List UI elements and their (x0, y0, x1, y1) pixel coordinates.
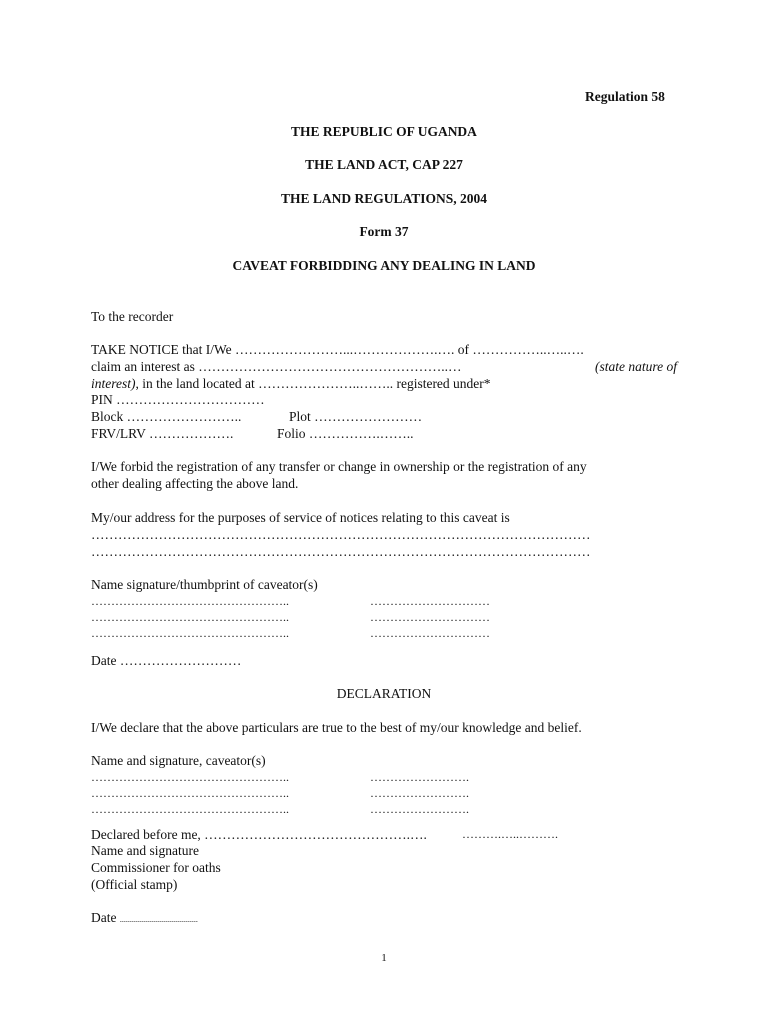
interest-note: interest) (91, 376, 136, 391)
caveator-signature-label: Name and signature, caveator(s) (91, 753, 266, 768)
date-field: Date ……………………… (91, 653, 242, 668)
folio-field: Folio …………….…….. (277, 426, 414, 441)
land-location-line (91, 375, 491, 392)
page-number: 1 (381, 952, 387, 964)
pin-field: PIN …………………………… (91, 392, 265, 407)
signature-line-right: ………………………… (370, 594, 490, 608)
form-title: CAVEAT FORBIDDING ANY DEALING IN LAND (232, 258, 536, 273)
forbid-statement-line-1: I/We forbid the registration of any transfer or change in ownership or the registration of any (91, 459, 587, 474)
republic-heading: THE REPUBLIC OF UGANDA (291, 124, 477, 139)
caveator-line-left: ………………………………………….. (91, 786, 289, 800)
block-field: Block …………………….. (91, 409, 242, 424)
declaration-heading: DECLARATION (336, 686, 432, 701)
frv-lrv-field: FRV/LRV ………………. (91, 426, 234, 441)
signature-line-right: ………………………… (370, 610, 490, 624)
plot-field: Plot …………………… (289, 409, 423, 424)
take-notice-line: TAKE NOTICE that I/We ……………………...……………….…. of ……………..…..…. (91, 342, 584, 357)
declared-before-right-line: ……….…..………. (462, 827, 558, 841)
declaration-text: I/We declare that the above particulars are true to the best of my/our knowledge and belief. (91, 720, 582, 735)
claim-interest-line (91, 358, 677, 375)
signature-line-left: ………………………………………….. (91, 594, 289, 608)
regulation-number: Regulation 58 (585, 89, 665, 104)
declaration-date-field (91, 909, 198, 928)
signature-line-left: ………………………………………….. (91, 626, 289, 640)
caveator-line-right: ……………………. (370, 770, 469, 784)
caveator-line-left: ………………………………………….. (91, 802, 289, 816)
claim-text: claim an interest as ………………………………………………..… (91, 359, 462, 374)
declaration-date-dots: ....................................... (119, 915, 198, 924)
address-line-2: ………………………………………………………………………………………………… (91, 544, 591, 559)
addressee: To the recorder (91, 309, 174, 324)
signature-label: Name signature/thumbprint of caveator(s) (91, 577, 318, 592)
address-label: My/our address for the purposes of service of notices relating to this caveat is (91, 510, 510, 525)
act-heading: THE LAND ACT, CAP 227 (305, 157, 463, 172)
forbid-statement-line-2: other dealing affecting the above land. (91, 476, 299, 491)
address-line-1: ………………………………………………………………………………………………… (91, 527, 591, 542)
state-nature-note: (state nature of (595, 359, 677, 374)
caveator-line-right: ……………………. (370, 802, 469, 816)
form-number: Form 37 (359, 224, 409, 239)
commissioner-title: Commissioner for oaths (91, 860, 221, 875)
official-stamp-label: (Official stamp) (91, 877, 178, 892)
land-location-text: , in the land located at …………………..…….. registered under* (135, 376, 491, 391)
regulations-heading: THE LAND REGULATIONS, 2004 (280, 191, 488, 206)
signature-line-right: ………………………… (370, 626, 490, 640)
declared-before-line: Declared before me, ……………………………………….…. (91, 827, 427, 842)
declaration-date-label: Date (91, 910, 117, 925)
commissioner-name-signature: Name and signature (91, 843, 199, 858)
signature-line-left: ………………………………………….. (91, 610, 289, 624)
caveator-line-left: ………………………………………….. (91, 770, 289, 784)
caveator-line-right: ……………………. (370, 786, 469, 800)
